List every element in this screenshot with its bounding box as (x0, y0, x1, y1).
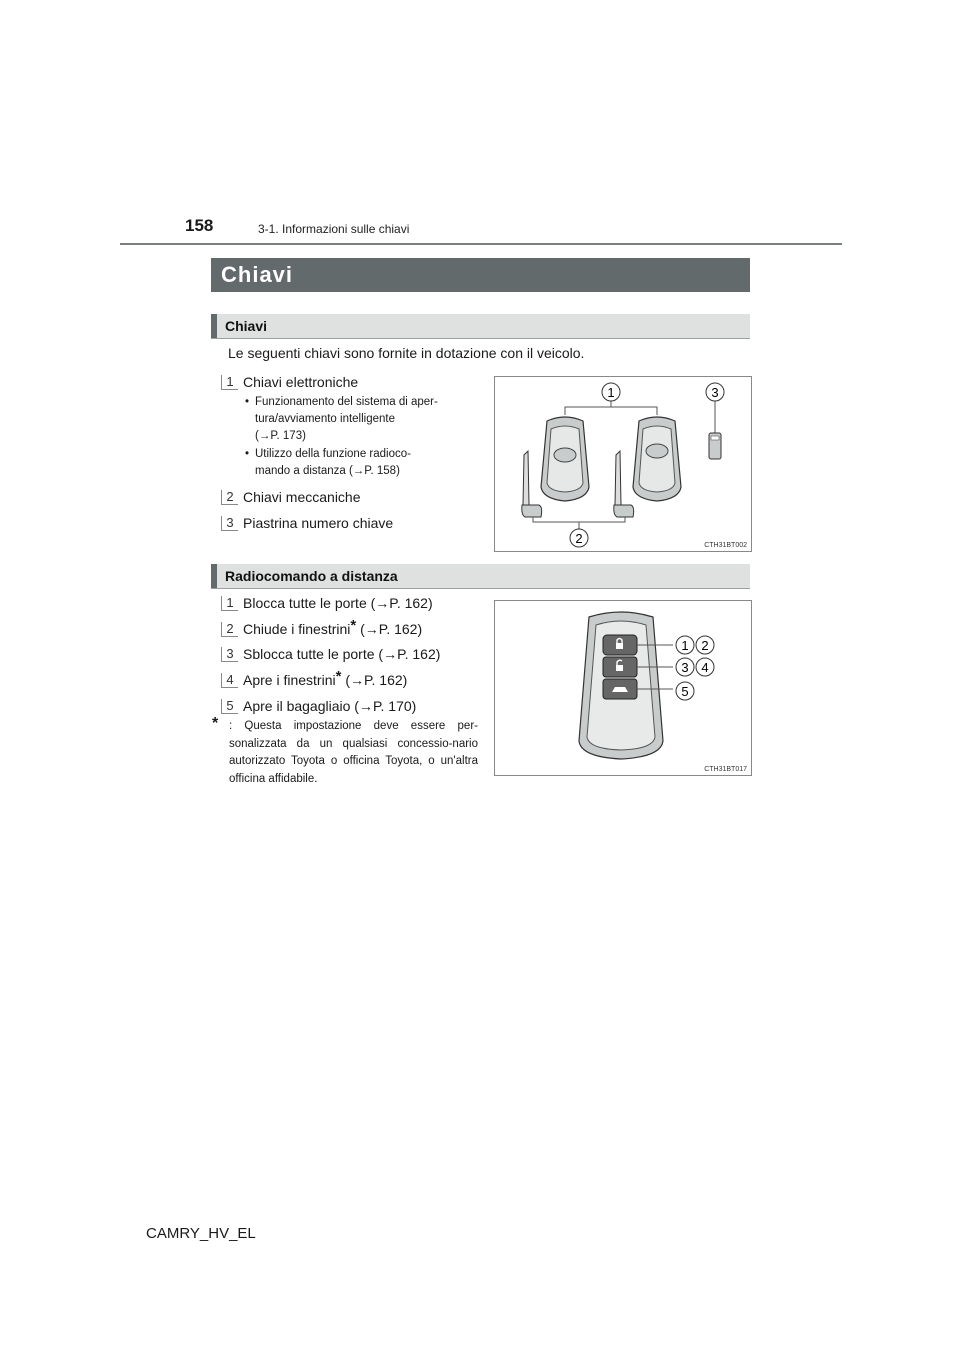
callout-label: 5 (681, 684, 689, 699)
sub-item: • Funzionamento del sistema di aper- tura/avviamento intelligente (→P. 173) (245, 396, 438, 442)
item-label: Piastrina numero chiave (243, 515, 394, 531)
mechanical-key-icon (522, 451, 542, 517)
section-heading-label: Chiavi (225, 318, 268, 334)
figure-code: CTH31BT017 (704, 766, 747, 773)
section-heading-remote (211, 564, 750, 589)
electronic-key-icon (633, 417, 681, 501)
item-number: 1 (221, 594, 238, 611)
lock-icon (616, 643, 623, 649)
item-label: Chiavi elettroniche (243, 374, 359, 390)
footnote (212, 715, 478, 788)
section-heading-label: Radiocomando a distanza (225, 568, 398, 584)
electronic-key-icon (541, 417, 589, 501)
item-number: 4 (221, 671, 238, 688)
sub-item: • Utilizzo della funzione radioco- mando a distanza (→P. 158) (245, 448, 411, 477)
callout-label: 1 (607, 385, 615, 400)
remote-figure (494, 600, 752, 776)
item-number: 2 (221, 620, 238, 637)
page-number: 158 (185, 216, 214, 235)
keys-figure (494, 376, 752, 552)
callout-label: 4 (701, 660, 709, 675)
item-number: 2 (221, 488, 238, 505)
remote-key-icon (579, 612, 663, 759)
model-code: CAMRY_HV_EL (146, 1225, 256, 1242)
chapter-band (211, 258, 750, 292)
footnote-star: * (212, 715, 219, 732)
keys-illustration (495, 377, 751, 551)
item-number: 3 (221, 645, 238, 662)
section-heading-keys (211, 314, 750, 339)
figure-code: CTH31BT002 (704, 542, 747, 549)
item-label: Blocca tutte le porte (→P. 162) (243, 595, 433, 611)
section-heading-marker (211, 564, 217, 588)
item-number: 3 (221, 514, 238, 531)
item-label: Apre il bagagliaio (→P. 170) (243, 698, 417, 714)
running-head: 3-1. Informazioni sulle chiavi (258, 222, 410, 236)
chapter-title: Chiavi (221, 262, 294, 287)
unlock-icon (616, 665, 623, 671)
item-label: Chiavi meccaniche (243, 489, 361, 505)
callout-label: 1 (681, 638, 689, 653)
item-number: 5 (221, 697, 238, 714)
callout-label: 3 (711, 385, 719, 400)
footnote-text: : Questa impostazione deve essere per-sonalizzata da un qualsiasi concessio-nario autorizzato Toyota o officina Toyota, o un'altra officina affidabile. (229, 720, 478, 785)
callout-label: 3 (681, 660, 689, 675)
item-label: Apre i finestrini* (→P. 162) (243, 668, 408, 688)
callout-bracket (533, 517, 625, 522)
mechanical-key-icon (614, 451, 634, 517)
callout-label: 2 (575, 531, 583, 546)
callout-label: 2 (701, 638, 709, 653)
key-number-plate-icon (709, 401, 721, 459)
callout-bracket (565, 407, 657, 415)
intro-text: Le seguenti chiavi sono fornite in dotazione con il veicolo. (228, 345, 585, 361)
item-label: Chiude i finestrini* (→P. 162) (243, 617, 423, 637)
header-rule (120, 243, 842, 245)
section-heading-marker (211, 314, 217, 338)
remote-illustration (495, 601, 751, 775)
item-label: Sblocca tutte le porte (→P. 162) (243, 646, 441, 662)
item-number: 1 (221, 373, 238, 390)
